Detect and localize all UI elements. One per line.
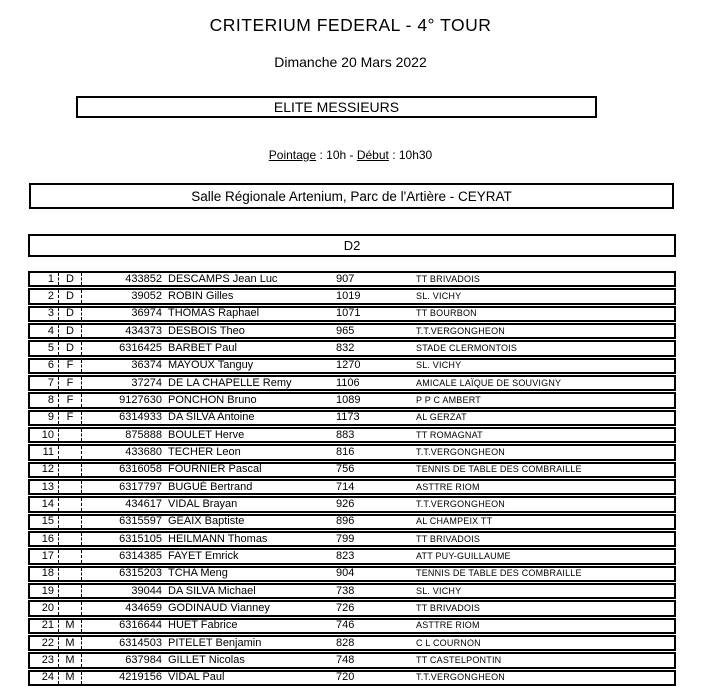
player-name: FOURNIER Pascal (168, 463, 262, 476)
license-cell: 6315597 (119, 515, 162, 528)
table-row (28, 427, 676, 443)
table-row (28, 392, 676, 408)
points-cell: 965 (336, 324, 355, 337)
license-cell: 6317797 (119, 480, 162, 493)
points-cell: 1106 (336, 376, 360, 389)
club-cell: SL. VICHY (416, 585, 462, 596)
player-name: TCHA Meng (168, 567, 228, 580)
points-cell: 907 (336, 273, 355, 285)
category-cell (59, 516, 82, 528)
player-name: VIDAL Brayan (168, 498, 238, 510)
category-cell: F (59, 394, 82, 406)
category-cell: M (59, 654, 82, 666)
points-cell: 714 (336, 480, 355, 493)
points-cell: 746 (336, 619, 355, 632)
rank-cell: 12 (30, 464, 59, 476)
club-cell: T.T.VERGONGHEON (416, 498, 506, 509)
rank-cell: 24 (30, 672, 59, 684)
club-cell: C L COURNON (416, 637, 481, 648)
points-cell: 738 (336, 584, 355, 597)
points-cell: 1270 (336, 359, 361, 372)
points-cell: 1071 (336, 307, 361, 320)
player-name: DESBOIS Theo (168, 324, 245, 337)
table-row (28, 462, 676, 478)
license-cell: 434659 (125, 602, 162, 614)
license-cell: 6314933 (119, 411, 162, 424)
points-cell: 904 (336, 567, 355, 580)
category-cell (59, 446, 82, 458)
rank-cell: 7 (30, 377, 59, 389)
points-cell: 799 (336, 532, 355, 545)
player-name: THOMAS Raphael (168, 307, 260, 320)
club-cell: TENNIS DE TABLE DES COMBRAILLE (416, 464, 582, 475)
table-row (28, 635, 676, 651)
points-cell: 1173 (336, 411, 360, 424)
license-cell: 6315105 (119, 532, 162, 545)
category-cell (59, 533, 82, 545)
category-cell: D (59, 290, 82, 302)
category-cell: F (59, 412, 82, 424)
points-cell: 896 (336, 515, 355, 528)
player-name: PITELET Benjamin (168, 636, 262, 649)
table-row (28, 340, 676, 356)
license-cell: 36974 (131, 307, 162, 320)
table-row (28, 479, 676, 495)
license-cell: 37274 (131, 376, 162, 389)
points-cell: 832 (336, 342, 355, 354)
category-cell: D (59, 325, 82, 337)
division-label: D2 (343, 238, 361, 253)
table-row (28, 600, 676, 616)
rank-cell: 4 (30, 325, 59, 337)
rank-cell: 13 (30, 481, 59, 493)
category-cell (59, 464, 82, 476)
player-name: GODINAUD Vianney (168, 602, 270, 614)
points-cell: 720 (336, 671, 355, 684)
category-cell: M (59, 672, 82, 684)
rank-cell: 14 (30, 498, 59, 510)
club-cell: T.T.VERGONGHEON (416, 446, 506, 457)
table-row (28, 410, 676, 426)
table-row (28, 444, 676, 460)
player-name: FAYET Emrick (168, 550, 239, 562)
rank-cell: 15 (30, 516, 59, 528)
player-name: BUGUÉ Bertrand (168, 480, 253, 493)
table-row (28, 496, 676, 512)
points-cell: 926 (336, 498, 355, 510)
player-name: HUET Fabrice (168, 619, 238, 632)
club-cell: TENNIS DE TABLE DES COMBRAILLE (416, 568, 582, 579)
license-cell: 6316644 (119, 619, 162, 632)
license-cell: 39044 (131, 584, 162, 597)
player-name: DESCAMPS Jean Luc (168, 273, 278, 285)
points-cell: 726 (336, 602, 355, 614)
category-cell (59, 481, 82, 493)
rank-cell: 16 (30, 533, 59, 545)
player-name: GEAIX Baptiste (168, 515, 245, 528)
rank-cell: 3 (30, 308, 59, 320)
player-name: MAYOUX Tanguy (168, 359, 254, 372)
license-cell: 6314503 (119, 636, 162, 649)
club-cell: STADE CLERMONTOIS (416, 343, 518, 353)
table-row (28, 566, 676, 582)
category-cell: F (59, 377, 82, 389)
points-cell: 823 (336, 550, 355, 562)
category-label: ELITE MESSIEURS (273, 99, 400, 115)
points-cell: 748 (336, 654, 355, 666)
player-name: ROBIN Gilles (168, 290, 234, 303)
club-cell: TT BRIVADOIS (416, 533, 481, 544)
player-name: BOULET Herve (168, 428, 245, 441)
table-row (28, 288, 676, 304)
category-cell: M (59, 637, 82, 649)
category-cell (59, 429, 82, 441)
license-cell: 6315203 (119, 567, 162, 580)
license-cell: 875888 (125, 428, 162, 441)
debut-label: Début (356, 148, 389, 162)
table-row (28, 583, 676, 599)
table-row (28, 306, 676, 322)
player-name: DE LA CHAPELLE Remy (168, 376, 292, 389)
rank-cell: 1 (30, 273, 59, 285)
table-row (28, 618, 676, 634)
rank-cell: 5 (30, 342, 59, 354)
rank-cell: 20 (30, 602, 59, 614)
license-cell: 637984 (125, 654, 162, 666)
license-cell: 434617 (125, 498, 162, 510)
points-cell: 1089 (336, 394, 361, 406)
table-row (28, 514, 676, 530)
club-cell: AMICALE LAÏQUE DE SOUVIGNY (416, 377, 562, 388)
license-cell: 39052 (131, 290, 162, 303)
club-cell: TT BRIVADOIS (416, 273, 481, 284)
club-cell: TT BOURBON (416, 308, 477, 319)
club-cell: ASTTRE RIOM (416, 481, 480, 492)
category-cell (59, 568, 82, 580)
club-cell: AL GERZAT (416, 412, 467, 423)
player-name: DA SILVA Antoine (168, 411, 255, 424)
points-cell: 756 (336, 463, 355, 476)
rank-cell: 22 (30, 637, 59, 649)
category-cell (59, 550, 82, 562)
category-cell: F (59, 360, 82, 372)
player-name: VIDAL Paul (168, 671, 225, 684)
club-cell: SL. VICHY (416, 291, 462, 302)
table-row (28, 531, 676, 547)
category-cell (59, 602, 82, 614)
division-box (28, 234, 676, 257)
table-row (28, 358, 676, 374)
category-cell: D (59, 308, 82, 320)
club-cell: SL. VICHY (416, 360, 462, 371)
category-cell (59, 498, 82, 510)
license-cell: 6316425 (119, 342, 162, 354)
rank-cell: 21 (30, 620, 59, 632)
category-cell: D (59, 342, 82, 354)
points-cell: 1019 (336, 290, 361, 303)
rank-cell: 9 (30, 412, 59, 424)
table-row (28, 652, 676, 668)
rank-cell: 6 (30, 360, 59, 372)
rank-cell: 2 (30, 290, 59, 302)
club-cell: P P C AMBERT (416, 394, 481, 405)
rank-cell: 17 (30, 550, 59, 562)
points-cell: 883 (336, 428, 355, 441)
page-title: CRITERIUM FEDERAL - 4° TOUR (209, 15, 492, 35)
license-cell: 433852 (125, 273, 162, 285)
table-row (28, 375, 676, 391)
player-name: DA SILVA Michael (168, 584, 256, 597)
rank-cell: 11 (30, 446, 59, 458)
license-cell: 9127630 (119, 394, 162, 406)
rank-cell: 10 (30, 429, 59, 441)
club-cell: T.T.VERGONGHEON (416, 325, 506, 336)
player-name: BARBET Paul (168, 342, 237, 354)
points-cell: 828 (336, 636, 355, 649)
license-cell: 6314385 (119, 550, 162, 562)
points-cell: 816 (336, 446, 355, 458)
category-cell: D (59, 273, 82, 285)
license-cell: 433680 (125, 446, 162, 458)
license-cell: 434373 (125, 324, 162, 337)
club-cell: ATT PUY-GUILLAUME (416, 550, 511, 561)
player-name: HEILMANN Thomas (168, 532, 268, 545)
club-cell: ASTTRE RIOM (416, 620, 480, 631)
license-cell: 4219156 (119, 671, 162, 684)
category-cell (59, 585, 82, 597)
license-cell: 6316058 (119, 463, 162, 476)
event-date: Dimanche 20 Mars 2022 (274, 54, 427, 70)
schedule-line (0, 148, 701, 162)
player-name: GILLET Nicolas (168, 654, 245, 666)
license-cell: 36374 (131, 359, 162, 372)
player-name: PONCHON Bruno (168, 394, 257, 406)
venue-label: Salle Régionale Artenium, Parc de l'Artière - CEYRAT (191, 188, 512, 204)
club-cell: TT ROMAGNAT (416, 429, 483, 440)
table-row (28, 670, 676, 686)
pointage-label: Pointage (268, 148, 317, 162)
rank-cell: 23 (30, 654, 59, 666)
table-row (28, 271, 676, 287)
table-row (28, 548, 676, 564)
rank-cell: 18 (30, 568, 59, 580)
table-row (28, 323, 676, 339)
roster-table (28, 271, 676, 687)
player-name: TECHER Leon (168, 446, 241, 458)
debut-time: : 10h30 (388, 148, 433, 162)
rank-cell: 19 (30, 585, 59, 597)
category-cell: M (59, 620, 82, 632)
club-cell: AL CHAMPEIX TT (416, 516, 493, 527)
rank-cell: 8 (30, 394, 59, 406)
venue-box (29, 183, 674, 209)
pointage-time: : 10h - (316, 148, 357, 162)
club-cell: TT BRIVADOIS (416, 602, 481, 613)
category-box (76, 96, 597, 118)
club-cell: TT CASTELPONTIN (416, 654, 502, 665)
club-cell: T.T.VERGONGHEON (416, 672, 506, 683)
